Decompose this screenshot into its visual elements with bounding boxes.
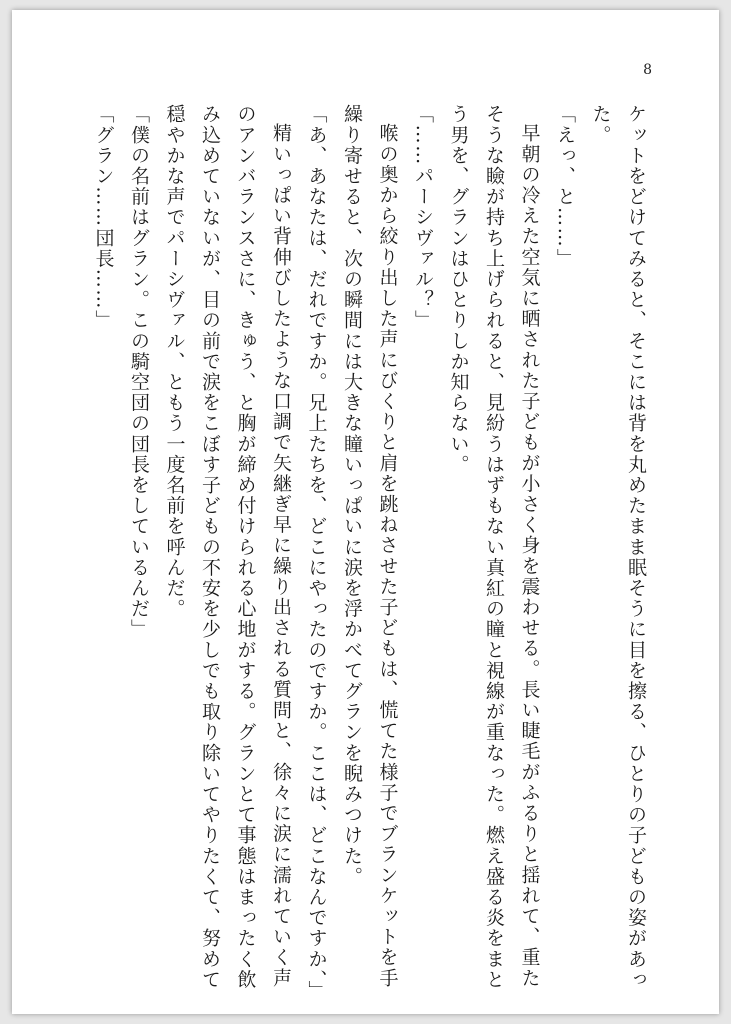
paragraph: 「……パーシヴァル？」 bbox=[412, 104, 434, 331]
document-page bbox=[12, 10, 719, 1014]
paragraph: 「僕の名前はグラン。この騎空団の団長をしているんだ」 bbox=[128, 104, 150, 640]
page-number: 8 bbox=[643, 62, 652, 78]
paragraph: 精いっぱい背伸びしたような口調で矢継ぎ早に繰り出される質問と、徐々に涙に濡れていく声のアンバランスさに、きゅう、と胸が締め付けられる心地がする。グランとて事態はまったく飲み込めていないが、目の前で涙をこぼす子どもの不安を少しでも取り除いてやりたくて、努めて穏やかな声でパーシヴァル、ともう一度名前を呼んだ。 bbox=[163, 104, 292, 990]
paragraph: 「えっ、と……」 bbox=[554, 104, 576, 269]
paragraph: 喉の奥から絞り出した声にびくりと肩を跳ねさせた子どもは、慌てた様子でブランケットを手繰り寄せると、次の瞬間には大きな瞳いっぱいに涙を浮かべてグランを睨みつけた。 bbox=[341, 104, 399, 989]
vertical-text-body bbox=[85, 104, 653, 1001]
paragraph: 「グラン……団長……」 bbox=[92, 104, 115, 331]
paragraph: ケットをどけてみると、そこには背を丸めたまま眠そうに目を擦る、ひとりの子どもの姿があった。 bbox=[589, 104, 647, 990]
paragraph: 「あ、あなたは、だれですか。兄上たちを、どこにやったのですか。ここは、どこなんですか、」 bbox=[305, 104, 328, 1001]
paragraph: 早朝の冷えた空気に晒された子どもが小さく身を震わせる。長い睫毛がふるりと揺れて、重たそうな瞼が持ち上げられると、見紛うはずもない真紅の瞳と視線が重なった。燃え盛る炎をまとう男を、グランはひとりしか知らない。 bbox=[447, 104, 541, 990]
